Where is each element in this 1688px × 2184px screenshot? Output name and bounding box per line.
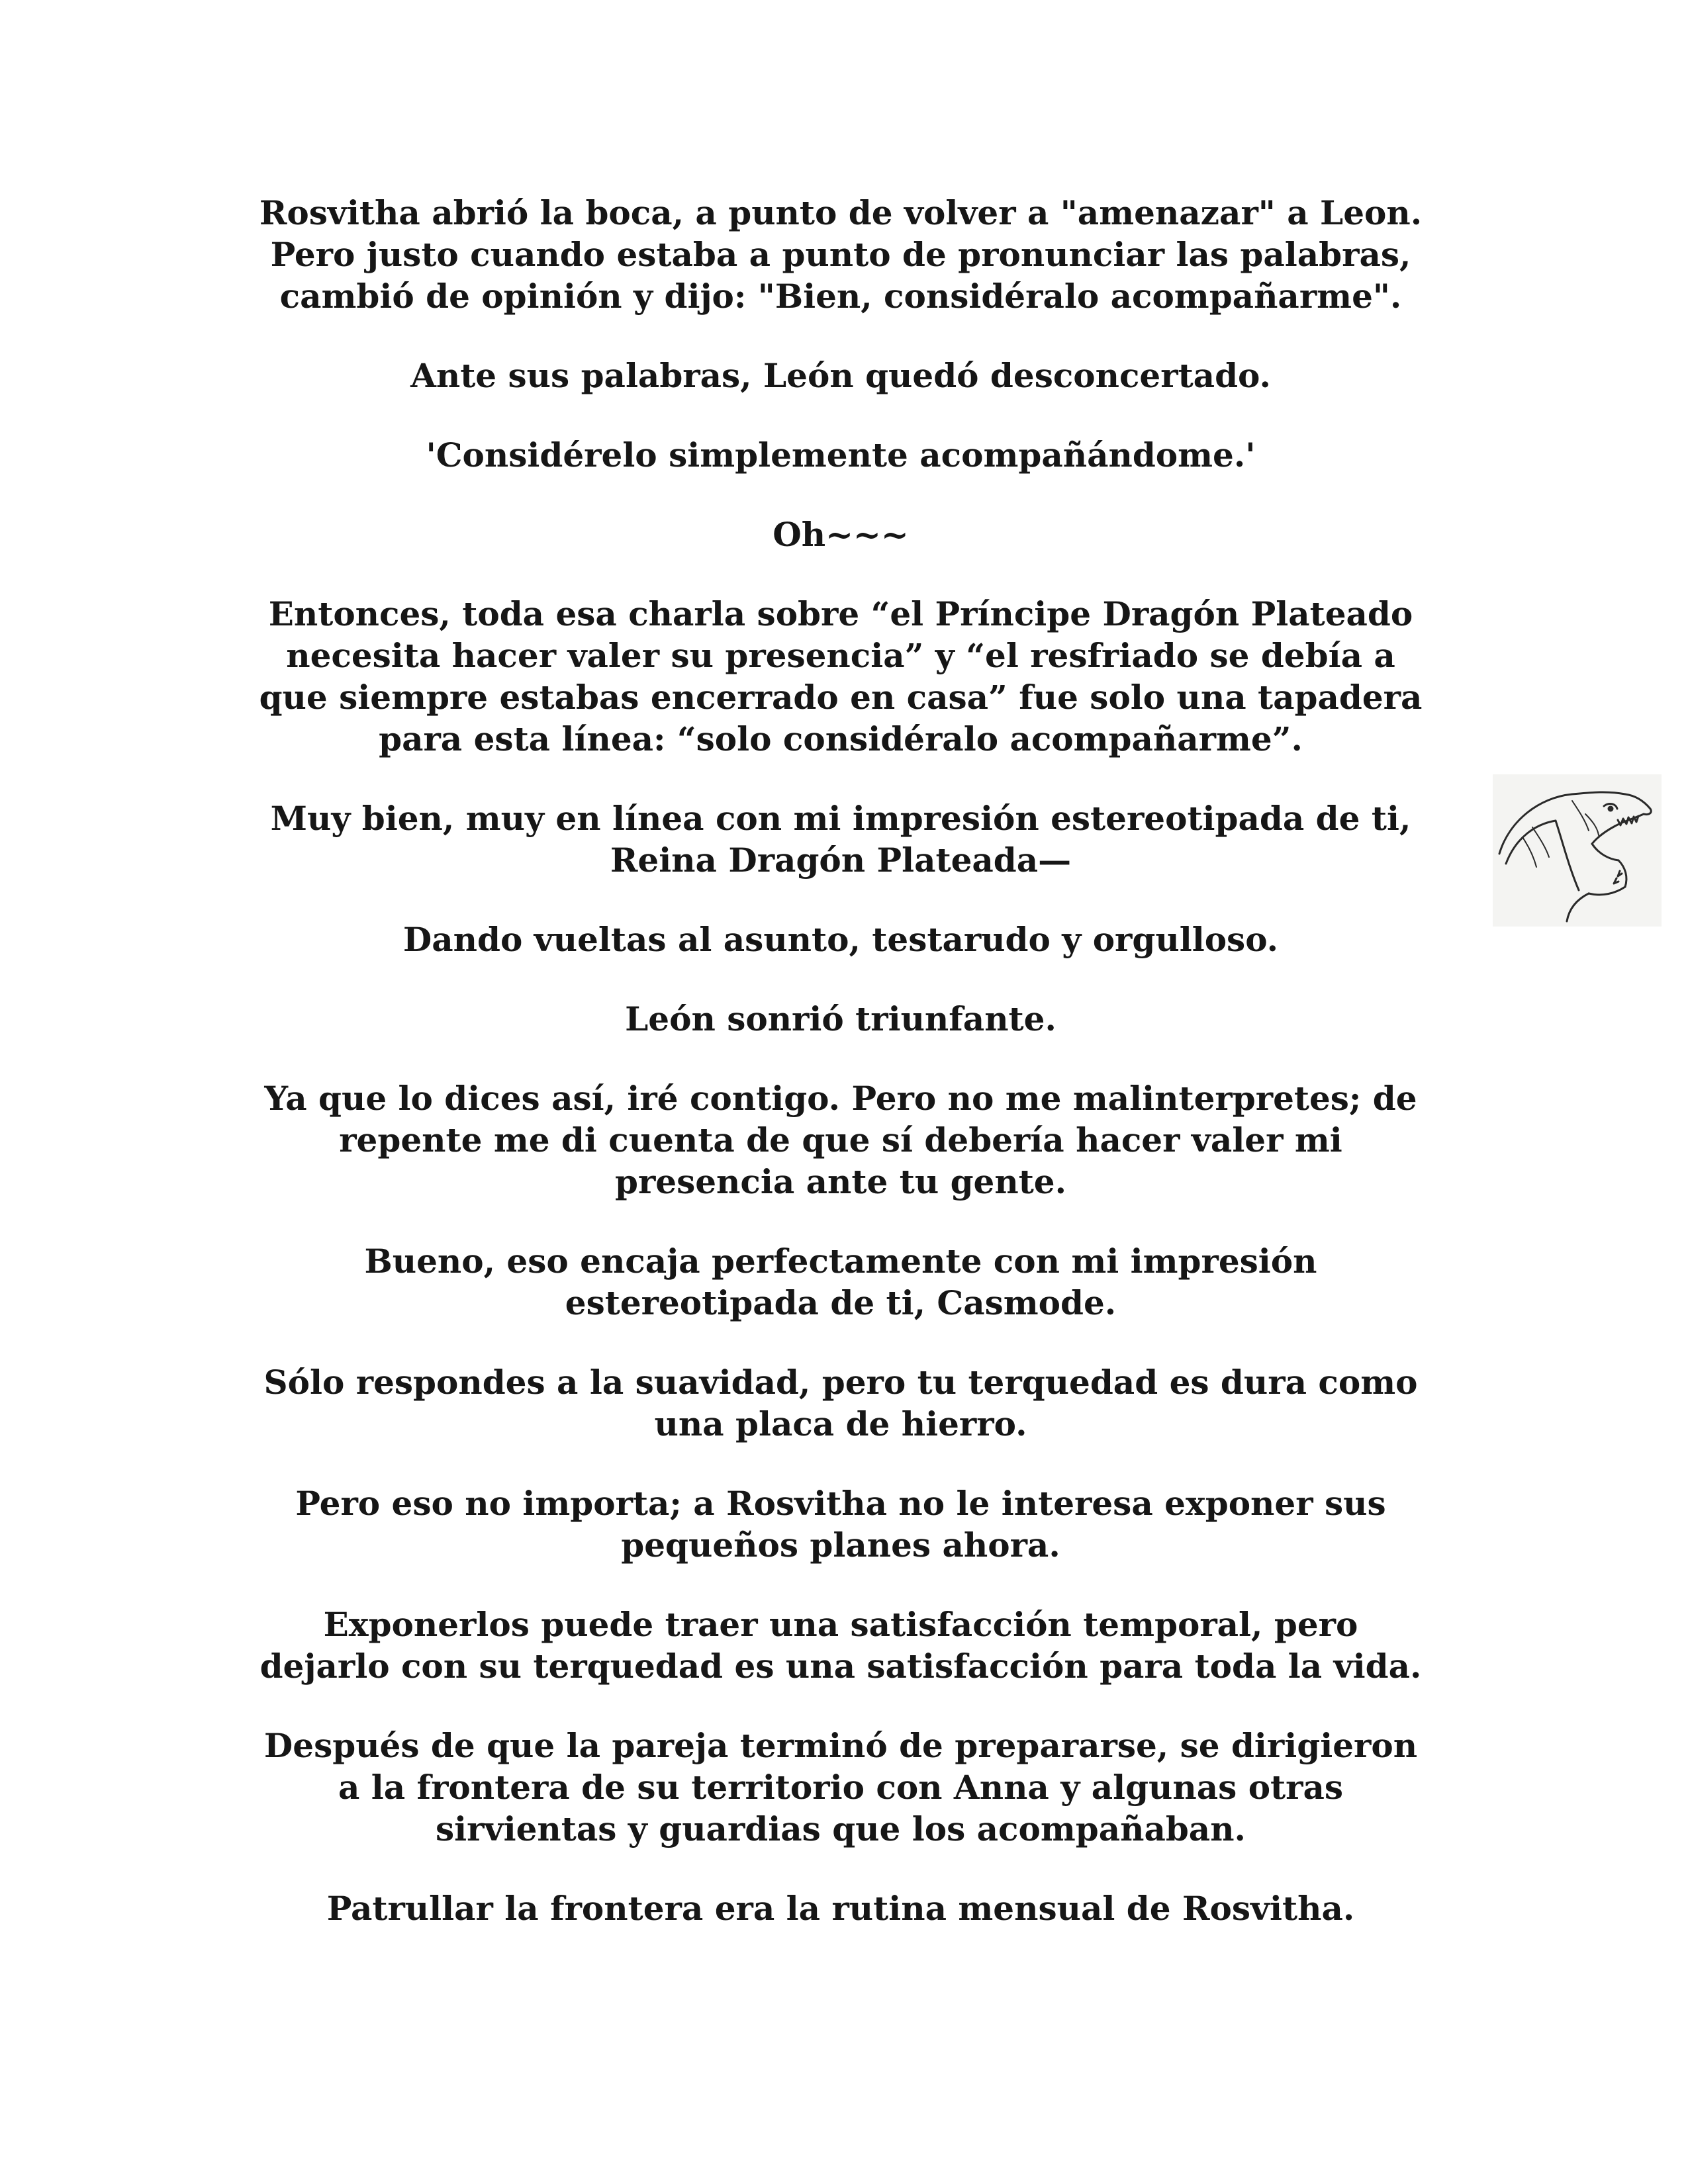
paragraph: Muy bien, muy en línea con mi impresión estereotipada de ti, Reina Dragón Plateada— [270,799,1411,880]
paragraph: 'Considérelo simplemente acompañándome.' [426,435,1256,475]
paragraph: Pero eso no importa; a Rosvitha no le interesa exponer sus pequeños planes ahora. [295,1484,1386,1565]
paragraph: Oh~~~ [773,515,909,554]
paragraph: Rosvitha abrió la boca, a punto de volver a "amenazar" a Leon. Pero justo cuando estaba a punto de pronunciar las palabras, cambió de opinión y dijo: "Bien, considéralo acompañarme". [259,193,1423,316]
paragraph: Dando vueltas al asunto, testarudo y orgulloso. [402,920,1279,959]
paragraph: León sonrió triunfante. [625,999,1056,1038]
paragraph: Sólo respondes a la suavidad, pero tu terquedad es dura como una placa de hierro. [263,1363,1418,1443]
paragraph: Bueno, eso encaja perfectamente con mi impresión estereotipada de ti, Casmode. [364,1242,1317,1322]
paragraph: Patrullar la frontera era la rutina mensual de Rosvitha. [326,1889,1355,1928]
paragraph: Entonces, toda esa charla sobre “el Príncipe Dragón Plateado necesita hacer valer su presencia” y “el resfriado se debía a que siempre estabas encerrado en casa” fue solo una tapadera para esta línea: “solo considéralo acompañarme”. [259,594,1423,758]
dinosaur-head-sketch-icon [1493,774,1662,927]
paragraph: Ante sus palabras, León quedó desconcertado. [410,356,1271,395]
paragraph: Exponerlos puede traer una satisfacción temporal, pero dejarlo con su terquedad es una satisfacción para toda la vida. [259,1605,1422,1686]
body-text [218,192,1463,1967]
paragraph: Después de que la pareja terminó de prepararse, se dirigieron a la frontera de su territorio con Anna y algunas otras sirvientas y guardias que los acompañaban. [263,1726,1418,1848]
paragraph: Ya que lo dices así, iré contigo. Pero no me malinterpretes; de repente me di cuenta de que sí debería hacer valer mi presencia ante tu gente. [264,1079,1417,1201]
